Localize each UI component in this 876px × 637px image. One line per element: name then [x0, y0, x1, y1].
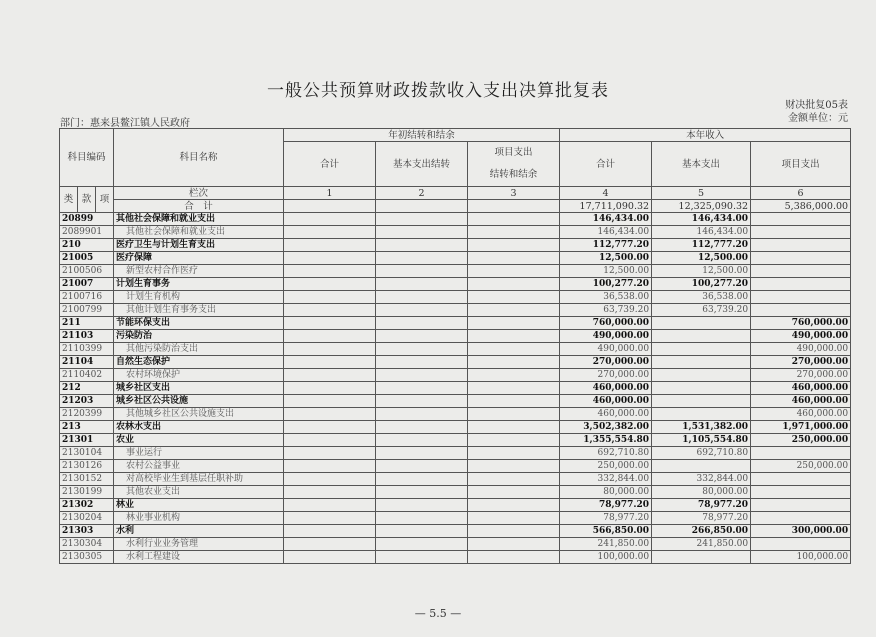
row-code: 21007 [60, 278, 114, 291]
row-name: 城乡社区支出 [114, 382, 284, 395]
row-proj: 460,000.00 [751, 382, 851, 395]
row-empty [284, 512, 376, 525]
col-num: 3 [468, 187, 560, 200]
row-basic: 12,500.00 [652, 252, 751, 265]
row-empty [468, 304, 560, 317]
row-code: 21303 [60, 525, 114, 538]
table-row [60, 252, 851, 265]
row-proj: 270,000.00 [751, 369, 851, 382]
row-proj [751, 447, 851, 460]
row-code: 2120399 [60, 408, 114, 421]
row-total: 112,777.20 [560, 239, 652, 252]
row-empty [468, 486, 560, 499]
row-empty [376, 486, 468, 499]
budget-table [59, 128, 851, 564]
row-empty [284, 239, 376, 252]
row-empty [284, 252, 376, 265]
table-row [60, 421, 851, 434]
row-empty [284, 499, 376, 512]
row-proj [751, 473, 851, 486]
row-total: 1,355,554.80 [560, 434, 652, 447]
row-empty [284, 343, 376, 356]
table-row [60, 369, 851, 382]
row-empty [468, 369, 560, 382]
row-empty [468, 239, 560, 252]
row-empty [468, 291, 560, 304]
row-empty [284, 551, 376, 564]
header-name: 科目名称 [114, 129, 284, 187]
row-total: 12,500.00 [560, 265, 652, 278]
row-empty [376, 369, 468, 382]
row-empty [468, 447, 560, 460]
row-basic: 100,277.20 [652, 278, 751, 291]
table-row [60, 330, 851, 343]
row-name: 农林水支出 [114, 421, 284, 434]
row-empty [284, 395, 376, 408]
row-basic [652, 460, 751, 473]
row-empty [376, 447, 468, 460]
row-empty [376, 460, 468, 473]
row-proj [751, 226, 851, 239]
row-basic [652, 343, 751, 356]
row-name: 林业事业机构 [114, 512, 284, 525]
row-total: 80,000.00 [560, 486, 652, 499]
row-empty [468, 538, 560, 551]
row-empty [284, 460, 376, 473]
row-empty [468, 278, 560, 291]
header-lanci: 栏次 [114, 187, 284, 200]
row-basic [652, 317, 751, 330]
row-basic: 63,739.20 [652, 304, 751, 317]
table-row [60, 486, 851, 499]
row-proj: 460,000.00 [751, 408, 851, 421]
row-name: 城乡社区公共设施 [114, 395, 284, 408]
header-code: 科目编码 [60, 129, 114, 187]
row-empty [284, 278, 376, 291]
row-total: 490,000.00 [560, 330, 652, 343]
table-row [60, 343, 851, 356]
table-row [60, 538, 851, 551]
row-code: 2089901 [60, 226, 114, 239]
row-code: 21104 [60, 356, 114, 369]
row-proj [751, 538, 851, 551]
row-total: 36,538.00 [560, 291, 652, 304]
row-empty [376, 538, 468, 551]
row-name: 农村公益事业 [114, 460, 284, 473]
row-code: 2130305 [60, 551, 114, 564]
col-num: 1 [284, 187, 376, 200]
col-num: 2 [376, 187, 468, 200]
row-empty [284, 382, 376, 395]
row-total: 78,977.20 [560, 512, 652, 525]
row-proj: 250,000.00 [751, 434, 851, 447]
header-income-total: 合计 [560, 142, 652, 187]
row-proj [751, 239, 851, 252]
row-name: 农业 [114, 434, 284, 447]
total-label: 合 计 [114, 200, 284, 213]
row-basic [652, 356, 751, 369]
row-name: 其他农业支出 [114, 486, 284, 499]
row-empty [468, 434, 560, 447]
table-row [60, 226, 851, 239]
row-empty [376, 239, 468, 252]
col-num: 4 [560, 187, 652, 200]
row-basic: 78,977.20 [652, 512, 751, 525]
row-code: 2130126 [60, 460, 114, 473]
row-proj: 490,000.00 [751, 330, 851, 343]
row-empty [284, 330, 376, 343]
row-empty [376, 252, 468, 265]
row-empty [376, 473, 468, 486]
row-empty [468, 265, 560, 278]
row-name: 其他城乡社区公共设施支出 [114, 408, 284, 421]
row-empty [468, 252, 560, 265]
row-name: 自然生态保护 [114, 356, 284, 369]
row-empty [284, 291, 376, 304]
row-proj [751, 278, 851, 291]
row-proj: 760,000.00 [751, 317, 851, 330]
row-empty [376, 525, 468, 538]
row-empty [468, 512, 560, 525]
row-empty [376, 317, 468, 330]
row-empty [468, 317, 560, 330]
row-name: 事业运行 [114, 447, 284, 460]
row-empty [284, 213, 376, 226]
row-code: 20899 [60, 213, 114, 226]
row-basic [652, 382, 751, 395]
header-carry-total: 合计 [284, 142, 376, 187]
row-total: 100,000.00 [560, 551, 652, 564]
row-empty [376, 330, 468, 343]
row-empty [376, 421, 468, 434]
row-name: 对高校毕业生到基层任职补助 [114, 473, 284, 486]
row-name: 农村环境保护 [114, 369, 284, 382]
table-row [60, 239, 851, 252]
row-empty [284, 486, 376, 499]
row-name: 其他社会保障和就业支出 [114, 226, 284, 239]
row-basic: 146,434.00 [652, 213, 751, 226]
row-code: 213 [60, 421, 114, 434]
row-total: 12,500.00 [560, 252, 652, 265]
row-empty [284, 304, 376, 317]
row-proj [751, 291, 851, 304]
header-proj-carry-line1: 项目支出 [494, 147, 533, 158]
row-basic: 692,710.80 [652, 447, 751, 460]
table-row [60, 499, 851, 512]
row-basic: 112,777.20 [652, 239, 751, 252]
row-total: 490,000.00 [560, 343, 652, 356]
row-empty [468, 408, 560, 421]
row-proj [751, 252, 851, 265]
row-empty [468, 356, 560, 369]
row-empty [284, 369, 376, 382]
row-empty [376, 382, 468, 395]
row-proj [751, 304, 851, 317]
table-row [60, 460, 851, 473]
row-total: 146,434.00 [560, 213, 652, 226]
table-row [60, 317, 851, 330]
row-total: 692,710.80 [560, 447, 652, 460]
row-empty [468, 395, 560, 408]
row-empty [284, 421, 376, 434]
row-total: 100,277.20 [560, 278, 652, 291]
row-code: 2130152 [60, 473, 114, 486]
row-name: 计划生育事务 [114, 278, 284, 291]
row-code: 2130199 [60, 486, 114, 499]
row-empty [284, 473, 376, 486]
row-basic [652, 369, 751, 382]
row-total: 332,844.00 [560, 473, 652, 486]
row-basic: 12,500.00 [652, 265, 751, 278]
row-total: 760,000.00 [560, 317, 652, 330]
header-carry-group: 年初结转和结余 [284, 129, 560, 142]
row-empty [468, 499, 560, 512]
row-empty [284, 317, 376, 330]
row-empty [468, 551, 560, 564]
row-empty [284, 265, 376, 278]
row-code: 21301 [60, 434, 114, 447]
row-proj [751, 499, 851, 512]
header-proj-carry-line2: 结转和结余 [489, 169, 538, 180]
row-name: 其他计划生育事务支出 [114, 304, 284, 317]
row-name: 医疗保障 [114, 252, 284, 265]
row-proj: 100,000.00 [751, 551, 851, 564]
department-label: 部门：惠来县鳌江镇人民政府 [60, 118, 190, 129]
row-proj: 1,971,000.00 [751, 421, 851, 434]
page-number: — 5.5 — [414, 607, 462, 620]
total-income: 17,711,090.32 [560, 200, 652, 213]
row-code: 210 [60, 239, 114, 252]
row-empty [284, 538, 376, 551]
total-cell [376, 200, 468, 213]
row-empty [376, 356, 468, 369]
table-row [60, 356, 851, 369]
row-empty [284, 356, 376, 369]
row-name: 计划生育机构 [114, 291, 284, 304]
page-title: 一般公共预算财政拨款收入支出决算批复表 [267, 81, 609, 101]
row-empty [468, 473, 560, 486]
row-code: 211 [60, 317, 114, 330]
row-empty [468, 525, 560, 538]
row-proj: 460,000.00 [751, 395, 851, 408]
row-basic: 80,000.00 [652, 486, 751, 499]
row-empty [376, 278, 468, 291]
header-income-group: 本年收入 [560, 129, 851, 142]
row-basic [652, 395, 751, 408]
col-num: 6 [751, 187, 851, 200]
row-code: 2100716 [60, 291, 114, 304]
row-name: 水利行业业务管理 [114, 538, 284, 551]
row-empty [284, 408, 376, 421]
row-empty [468, 382, 560, 395]
table-row [60, 382, 851, 395]
row-empty [468, 330, 560, 343]
row-name: 新型农村合作医疗 [114, 265, 284, 278]
header-basic: 基本支出 [652, 142, 751, 187]
row-empty [468, 460, 560, 473]
row-proj [751, 512, 851, 525]
row-empty [284, 447, 376, 460]
row-empty [468, 213, 560, 226]
row-total: 270,000.00 [560, 369, 652, 382]
header-xiang: 项 [96, 187, 114, 213]
row-name: 林业 [114, 499, 284, 512]
row-code: 21103 [60, 330, 114, 343]
row-total: 146,434.00 [560, 226, 652, 239]
row-empty [376, 395, 468, 408]
row-proj [751, 213, 851, 226]
row-proj [751, 486, 851, 499]
row-name: 节能环保支出 [114, 317, 284, 330]
row-name: 水利 [114, 525, 284, 538]
table-row [60, 473, 851, 486]
table-row [60, 434, 851, 447]
col-num: 5 [652, 187, 751, 200]
row-code: 21302 [60, 499, 114, 512]
row-basic: 36,538.00 [652, 291, 751, 304]
row-code: 2100799 [60, 304, 114, 317]
row-empty [376, 265, 468, 278]
row-basic: 332,844.00 [652, 473, 751, 486]
row-basic: 1,105,554.80 [652, 434, 751, 447]
row-basic: 241,850.00 [652, 538, 751, 551]
table-row [60, 291, 851, 304]
table-row [60, 304, 851, 317]
row-total: 270,000.00 [560, 356, 652, 369]
row-empty [468, 226, 560, 239]
row-empty [376, 343, 468, 356]
table-row [60, 525, 851, 538]
header-lei: 类 [60, 187, 78, 213]
row-empty [376, 499, 468, 512]
row-empty [376, 434, 468, 447]
row-code: 21203 [60, 395, 114, 408]
row-code: 2110399 [60, 343, 114, 356]
total-basic: 12,325,090.32 [652, 200, 751, 213]
table-row [60, 265, 851, 278]
row-code: 2130204 [60, 512, 114, 525]
row-total: 78,977.20 [560, 499, 652, 512]
table-row [60, 278, 851, 291]
table-row [60, 395, 851, 408]
row-name: 水利工程建设 [114, 551, 284, 564]
form-meta [785, 99, 848, 125]
row-total: 460,000.00 [560, 395, 652, 408]
row-basic [652, 408, 751, 421]
row-empty [376, 226, 468, 239]
row-name: 其他社会保障和就业支出 [114, 213, 284, 226]
table-row [60, 551, 851, 564]
row-total: 566,850.00 [560, 525, 652, 538]
row-empty [284, 434, 376, 447]
row-total: 460,000.00 [560, 382, 652, 395]
row-empty [468, 343, 560, 356]
total-proj: 5,386,000.00 [751, 200, 851, 213]
row-proj: 270,000.00 [751, 356, 851, 369]
row-code: 2100506 [60, 265, 114, 278]
row-proj: 250,000.00 [751, 460, 851, 473]
row-proj [751, 265, 851, 278]
form-code: 财决批复05表 [785, 100, 848, 111]
row-empty [376, 304, 468, 317]
row-total: 63,739.20 [560, 304, 652, 317]
table-row [60, 447, 851, 460]
row-empty [376, 408, 468, 421]
table-row [60, 213, 851, 226]
row-empty [284, 226, 376, 239]
row-code: 2130104 [60, 447, 114, 460]
header-proj: 项目支出 [751, 142, 851, 187]
row-basic: 266,850.00 [652, 525, 751, 538]
row-proj: 300,000.00 [751, 525, 851, 538]
row-code: 212 [60, 382, 114, 395]
row-total: 460,000.00 [560, 408, 652, 421]
row-empty [376, 512, 468, 525]
row-code: 2110402 [60, 369, 114, 382]
row-empty [468, 421, 560, 434]
row-empty [376, 291, 468, 304]
unit-label: 金额单位：元 [788, 113, 848, 124]
row-empty [376, 213, 468, 226]
table-row [60, 408, 851, 421]
header-proj-carry [468, 142, 560, 187]
row-name: 其他污染防治支出 [114, 343, 284, 356]
row-total: 241,850.00 [560, 538, 652, 551]
row-name: 医疗卫生与计划生育支出 [114, 239, 284, 252]
header-kuan: 款 [78, 187, 96, 213]
row-proj: 490,000.00 [751, 343, 851, 356]
row-basic: 146,434.00 [652, 226, 751, 239]
row-total: 250,000.00 [560, 460, 652, 473]
row-code: 2130304 [60, 538, 114, 551]
row-empty [376, 551, 468, 564]
header-basic-carry: 基本支出结转 [376, 142, 468, 187]
row-total: 3,502,382.00 [560, 421, 652, 434]
row-empty [284, 525, 376, 538]
table-row [60, 512, 851, 525]
row-name: 污染防治 [114, 330, 284, 343]
row-basic: 1,531,382.00 [652, 421, 751, 434]
total-cell [284, 200, 376, 213]
row-basic: 78,977.20 [652, 499, 751, 512]
row-basic [652, 330, 751, 343]
row-code: 21005 [60, 252, 114, 265]
total-cell [468, 200, 560, 213]
row-basic [652, 551, 751, 564]
